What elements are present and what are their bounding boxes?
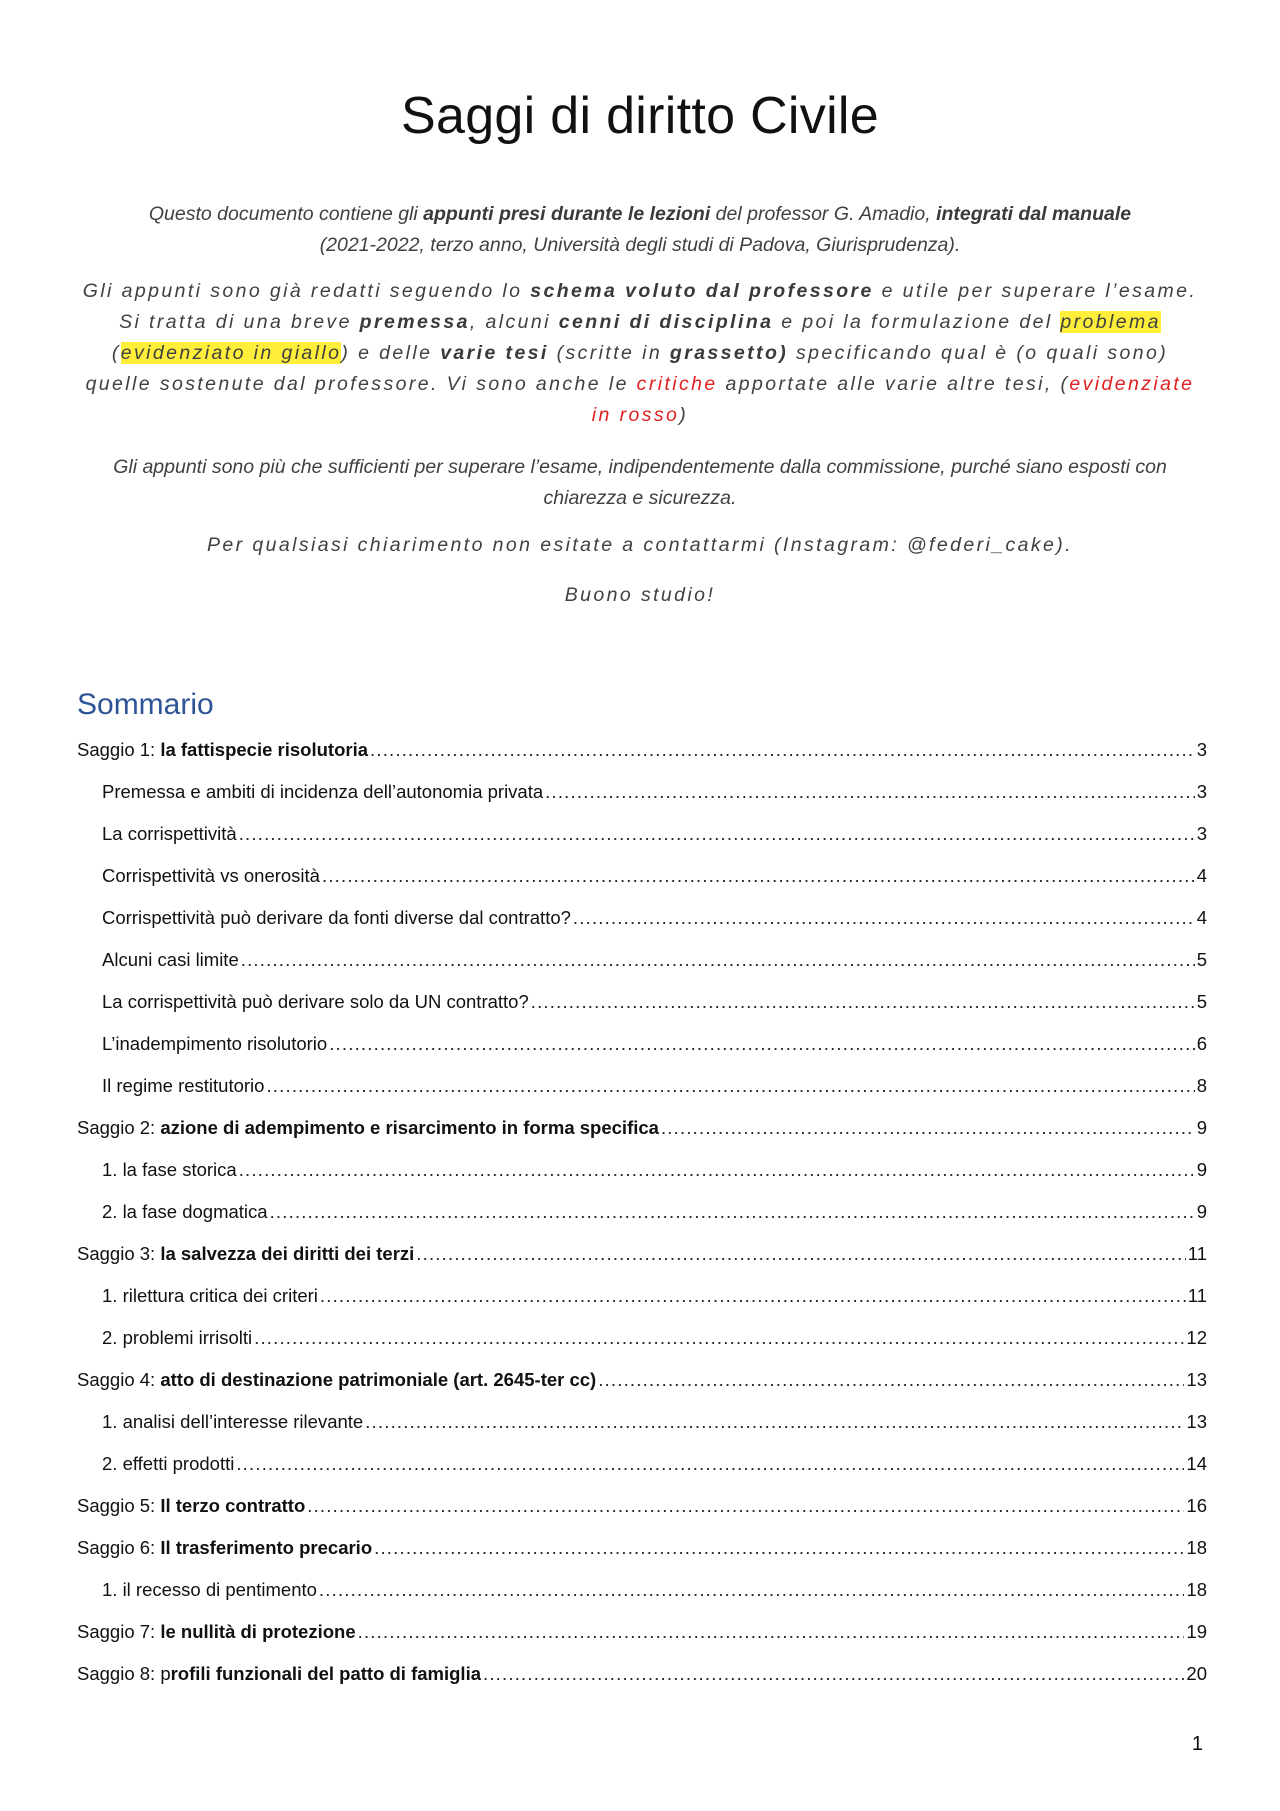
toc-entry-section[interactable] (77, 1569, 1207, 1611)
toc-dot-leader (270, 1201, 1195, 1223)
toc-entry-label: 1. la fase storica (102, 1159, 237, 1180)
toc-dot-leader (483, 1663, 1184, 1685)
toc-dot-leader (661, 1117, 1195, 1139)
toc-entry-label: 1. analisi dell’interesse rilevante (102, 1411, 364, 1432)
toc-page-number: 3 (1196, 781, 1207, 802)
toc-dot-leader (365, 1411, 1184, 1433)
toc-entry-label: Saggio 2: azione di adempimento e risarcimento in forma specifica (77, 1117, 659, 1138)
toc-dot-leader (370, 739, 1195, 761)
toc-dot-leader (239, 823, 1195, 845)
toc-entry-section[interactable] (77, 771, 1207, 813)
red-text-legend: evidenziate in rosso (591, 373, 1195, 426)
toc-page-number: 4 (1196, 865, 1207, 886)
intro-paragraph-greeting: Buono studio! (564, 584, 716, 606)
toc-entry-label: Corrispettività vs onerosità (102, 865, 320, 886)
toc-dot-leader (320, 1285, 1186, 1307)
toc-page-number: 8 (1196, 1075, 1207, 1096)
toc-entry-label: Corrispettività può derivare da fonti diverse dal contratto? (102, 907, 571, 928)
toc-dot-leader (545, 781, 1195, 803)
toc-entry-section[interactable] (77, 1275, 1207, 1317)
toc-page-number: 18 (1186, 1579, 1207, 1600)
toc-entry-section[interactable] (77, 1443, 1207, 1485)
toc-entry-section[interactable] (77, 1317, 1207, 1359)
intro-paragraph-sufficiency: Gli appunti sono più che sufficienti per superare l’esame, indipendentemente dalla commissione, purché siano esposti con chiarezza e sicurezza. (113, 456, 1167, 509)
highlight-yellow-legend: evidenziato in giallo (120, 342, 342, 364)
toc-page-number: 12 (1186, 1327, 1207, 1348)
toc-entry-saggio[interactable] (77, 729, 1207, 771)
toc-entry-section[interactable] (77, 1023, 1207, 1065)
toc-page-number: 9 (1196, 1201, 1207, 1222)
toc-entry-label: Alcuni casi limite (102, 949, 239, 970)
toc-page-number: 4 (1196, 907, 1207, 928)
toc-entry-label: 1. il recesso di pentimento (102, 1579, 317, 1600)
toc-entry-saggio[interactable] (77, 1107, 1207, 1149)
toc-page-number: 6 (1196, 1033, 1207, 1054)
toc-entry-section[interactable] (77, 855, 1207, 897)
intro-paragraph-authorship: Questo documento contiene gli appunti presi durante le lezioni del professor G. Amadio, integrati dal manuale (2021-2022, terzo anno, Università degli studi di Padova, Giurisprudenza). (148, 203, 1132, 256)
page-number: 1 (1191, 1733, 1203, 1755)
toc-entry-label: Saggio 6: Il trasferimento precario (77, 1537, 373, 1558)
toc-page-number: 3 (1196, 739, 1207, 760)
toc-entry-label: Saggio 4: atto di destinazione patrimoniale (art. 2645-ter cc) (77, 1369, 597, 1390)
toc-page-number: 20 (1186, 1663, 1207, 1684)
document-title: Saggi di diritto Civile (401, 87, 879, 145)
toc-dot-leader (254, 1327, 1184, 1349)
toc-dot-leader (241, 949, 1195, 971)
toc-dot-leader (598, 1369, 1184, 1391)
toc-entry-label: Saggio 8: profili funzionali del patto di famiglia (77, 1663, 481, 1684)
toc-page-number: 9 (1196, 1117, 1207, 1138)
toc-page-number: 13 (1186, 1369, 1207, 1390)
toc-entry-label: Saggio 5: Il terzo contratto (77, 1495, 306, 1516)
toc-page-number: 9 (1196, 1159, 1207, 1180)
toc-dot-leader (374, 1537, 1184, 1559)
toc-page-number: 19 (1186, 1621, 1207, 1642)
intro-paragraph-contact: Per qualsiasi chiarimento non esitate a contattarmi (Instagram: @federi_cake). (207, 534, 1073, 556)
toc-entry-label: La corrispettività può derivare solo da UN contratto? (102, 991, 529, 1012)
toc-dot-leader (416, 1243, 1186, 1265)
toc-entry-label: 2. la fase dogmatica (102, 1201, 268, 1222)
toc-dot-leader (239, 1159, 1195, 1181)
toc-page-number: 13 (1186, 1411, 1207, 1432)
toc-entry-saggio[interactable] (77, 1485, 1207, 1527)
toc-dot-leader (573, 907, 1195, 929)
toc-entry-label: La corrispettività (102, 823, 237, 844)
toc-page-number: 16 (1186, 1495, 1207, 1516)
toc-entry-saggio[interactable] (77, 1653, 1207, 1695)
toc-entry-section[interactable] (77, 897, 1207, 939)
toc-dot-leader (319, 1579, 1185, 1601)
toc-page-number: 11 (1187, 1243, 1207, 1264)
red-text-critiche: critiche (636, 373, 718, 395)
toc-heading: Sommario (77, 688, 214, 721)
toc-page-number: 5 (1196, 949, 1207, 970)
toc-entry-section[interactable] (77, 981, 1207, 1023)
table-of-contents (77, 729, 1207, 1695)
toc-entry-saggio[interactable] (77, 1359, 1207, 1401)
toc-dot-leader (266, 1075, 1194, 1097)
intro-paragraph-structure: Gli appunti sono già redatti seguendo lo schema voluto dal professore e utile per superare l’esame. Si tratta di una breve premessa, alcuni cenni di disciplina e poi la formulazione del problema (evidenziato in giallo) e delle varie tesi (scritte in grassetto) specificando qual è (o quali sono) quelle sostenute dal professore. Vi sono anche le critiche apportate alle varie altre tesi, (evidenziate in rosso) (82, 280, 1198, 426)
toc-entry-label: 2. problemi irrisolti (102, 1327, 253, 1348)
toc-dot-leader (307, 1495, 1184, 1517)
toc-entry-label: 1. rilettura critica dei criteri (102, 1285, 318, 1306)
toc-entry-section[interactable] (77, 1401, 1207, 1443)
toc-entry-saggio[interactable] (77, 1233, 1207, 1275)
toc-entry-label: L’inadempimento risolutorio (102, 1033, 328, 1054)
toc-dot-leader (322, 865, 1195, 887)
toc-page-number: 5 (1196, 991, 1207, 1012)
toc-dot-leader (236, 1453, 1184, 1475)
toc-entry-label: 2. effetti prodotti (102, 1453, 235, 1474)
toc-entry-section[interactable] (77, 1191, 1207, 1233)
toc-page-number: 18 (1186, 1537, 1207, 1558)
toc-entry-section[interactable] (77, 1149, 1207, 1191)
toc-entry-label: Premessa e ambiti di incidenza dell’autonomia privata (102, 781, 544, 802)
toc-entry-section[interactable] (77, 1065, 1207, 1107)
toc-entry-label: Saggio 7: le nullità di protezione (77, 1621, 356, 1642)
toc-dot-leader (329, 1033, 1194, 1055)
toc-dot-leader (531, 991, 1195, 1013)
toc-page-number: 14 (1186, 1453, 1207, 1474)
toc-entry-label: Saggio 1: la fattispecie risolutoria (77, 739, 369, 760)
toc-entry-section[interactable] (77, 939, 1207, 981)
toc-entry-label: Saggio 3: la salvezza dei diritti dei terzi (77, 1243, 415, 1264)
toc-page-number: 11 (1187, 1285, 1207, 1306)
toc-entry-label: Il regime restitutorio (102, 1075, 265, 1096)
toc-entry-saggio[interactable] (77, 1527, 1207, 1569)
toc-page-number: 3 (1196, 823, 1207, 844)
toc-dot-leader (358, 1621, 1185, 1643)
toc-entry-saggio[interactable] (77, 1611, 1207, 1653)
highlight-yellow-problema: problema (1060, 311, 1161, 333)
toc-entry-section[interactable] (77, 813, 1207, 855)
